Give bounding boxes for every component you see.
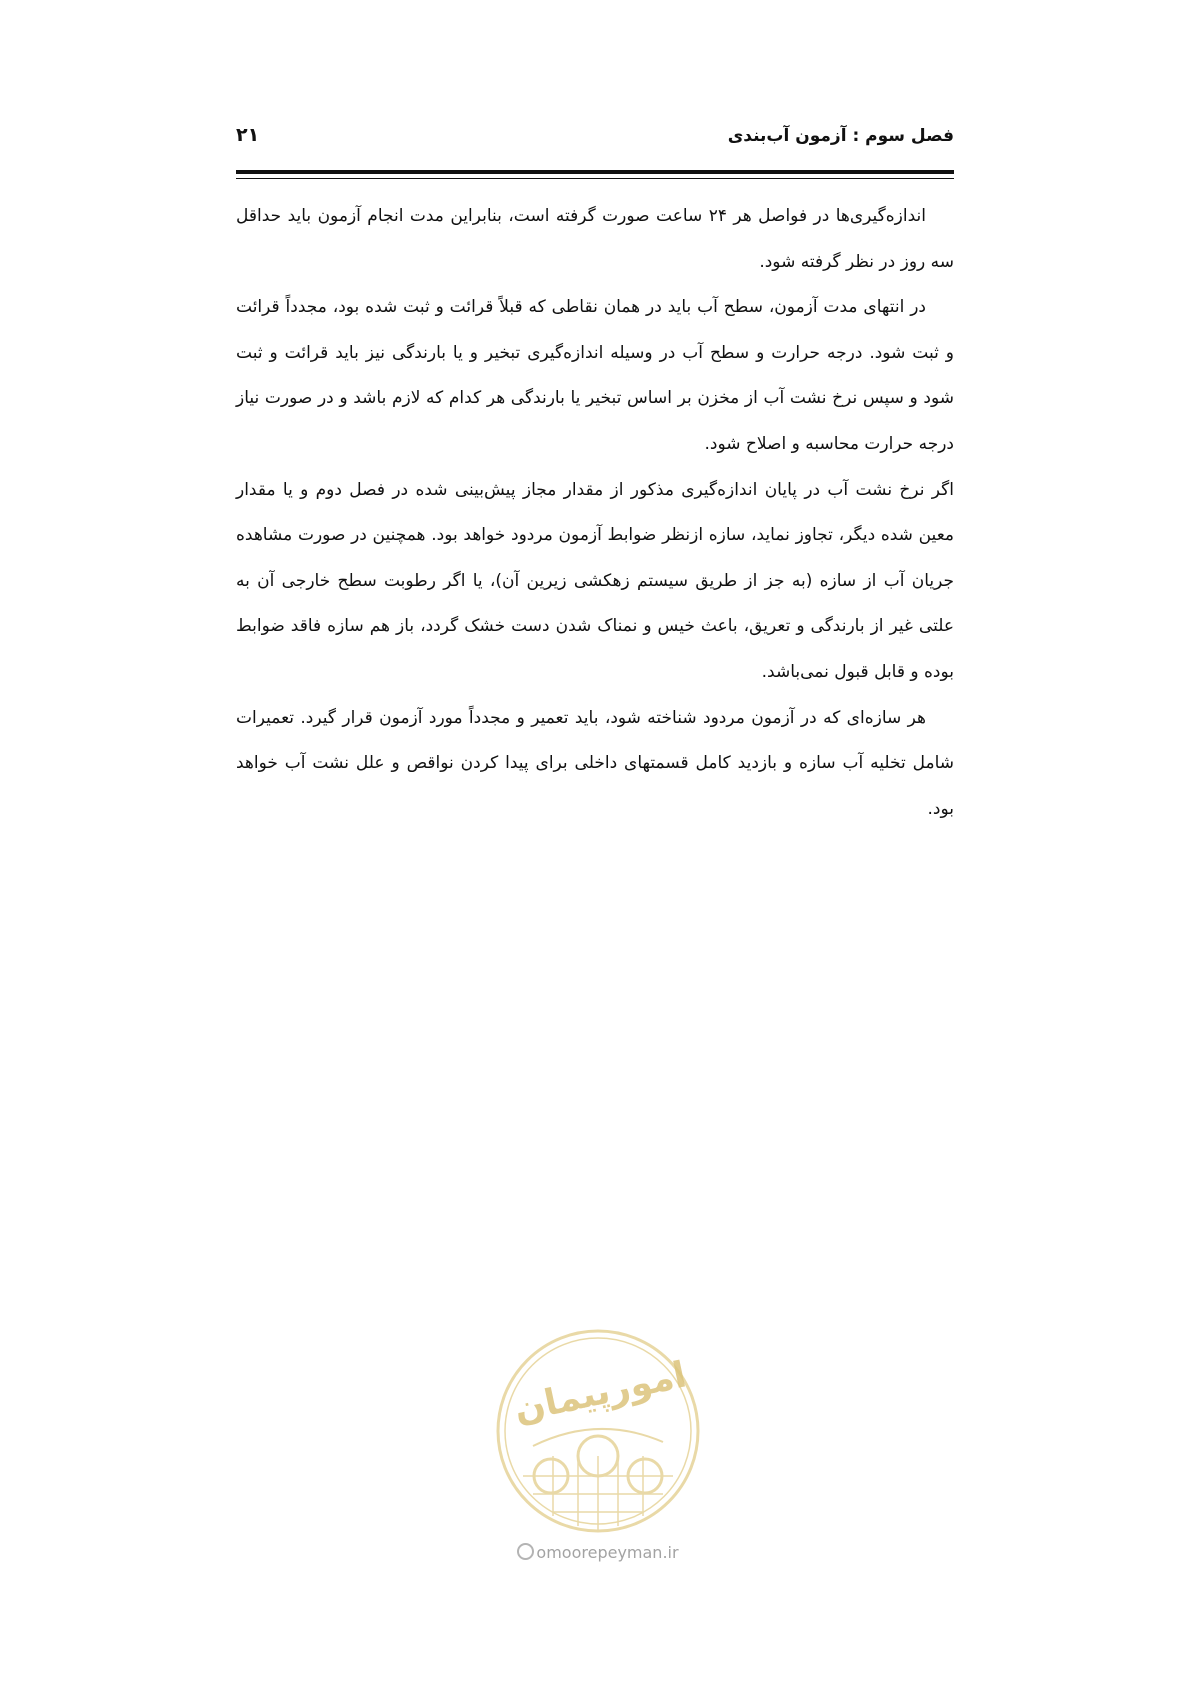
at-icon: [517, 1543, 534, 1560]
page-number: ۲۱: [236, 124, 260, 146]
header-rule-thick: [236, 170, 954, 174]
paragraph-2: در انتهای مدت آزمون، سطح آب باید در همان نقاطی که قبلاً قرائت و ثبت شده بود، مجدداً قرائت و ثبت شود. درجه حرارت و سطح آب در وسیله اندازه‌گیری تبخیر و یا بارندگی نیز باید قرائت و ثبت شود و سپس نرخ نشت آب از مخزن بر اساس تبخیر یا بارندگی هر کدام که لازم باشد و در صورت نیاز درجه حرارت محاسبه و اصلاح شود.: [236, 297, 954, 454]
paragraph-4: هر سازه‌ای که در آزمون مردود شناخته شود، باید تعمیر و مجدداً مورد آزمون قرار گیرد. تعمیرات شامل تخلیه آب سازه و بازدید کامل قسمتهای داخلی برای پیدا کردن نواقص و علل نشت آب خواهد بود.: [236, 707, 954, 819]
watermark-logo-text: امورپیمان: [510, 1354, 690, 1431]
body-text: [236, 194, 954, 832]
paragraph-3: اگر نرخ نشت آب در پایان اندازه‌گیری مذکور از مقدار مجاز پیش‌بینی شده در فصل دوم و یا مقدار معین شده دیگر، تجاوز نماید، سازه ازنظر ضوابط آزمون مردود خواهد بود. همچنین در صورت مشاهده جریان آب از سازه (به جز از طریق سیستم زهکشی زیرین آن)، یا اگر رطوبت سطح خارجی آن به علتی غیر از بارندگی و تعریق، باعث خیس و نمناک شدن دست خشک گردد، باز هم سازه فاقد ضوابط بوده و قابل قبول نمی‌باشد.: [236, 479, 954, 682]
header-rule-thin: [236, 178, 954, 179]
watermark-url: [483, 1543, 713, 1562]
page-header: [236, 122, 954, 162]
watermark-url-text: omoorepeyman.ir: [536, 1543, 679, 1562]
watermark-logo: [493, 1326, 703, 1536]
paragraph-1: اندازه‌گیری‌ها در فواصل هر ۲۴ ساعت صورت گرفته است، بنابراین مدت انجام آزمون باید حداقل سه روز در نظر گرفته شود.: [236, 206, 954, 272]
chapter-title: فصل سوم : آزمون آب‌بندی: [727, 126, 954, 146]
